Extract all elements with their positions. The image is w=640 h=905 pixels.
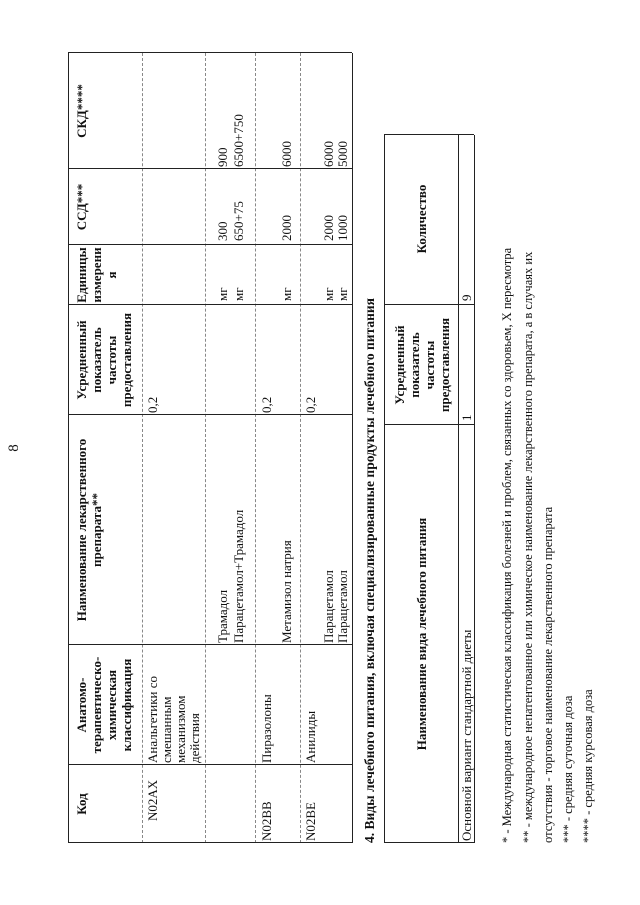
cell-skd: 6500+750 — [231, 114, 246, 167]
cell-units: мг — [335, 287, 350, 301]
header-quantity: Количество — [414, 184, 429, 254]
cell-code: N02AX — [145, 779, 160, 821]
header-drug-name: Наименование лекарственного препарата** — [74, 438, 104, 622]
cell-units: мг — [279, 287, 294, 301]
page-number: 8 — [6, 444, 22, 452]
cell-drug: Парацетамол+Трамадол — [231, 509, 246, 643]
cell-drug: Парацетамол — [321, 570, 336, 643]
cell-skd: 5000 — [335, 141, 350, 167]
header-code: Код — [74, 793, 89, 815]
header-frequency: Усредненный показатель частоты предоставления — [74, 312, 134, 408]
cell-ssd: 650+75 — [231, 201, 246, 241]
cell-ssd: 2000 — [321, 215, 336, 241]
header-nutrition-name: Наименование вида лечебного питания — [414, 517, 429, 751]
cell-ssd: 300 — [215, 221, 230, 241]
cell-drug: Парацетамол — [335, 570, 350, 643]
footnote: отсутствия - торговое наименование лекарственного препарата — [541, 506, 555, 843]
header-atc: Анатомо-терапевтическо-химическая классификация — [74, 656, 134, 754]
footnote: * - Международная статистическая классификация болезней и проблем, связанных со здоровьем, X пересмотра — [500, 247, 514, 843]
cell-atc: Пиразолоны — [259, 694, 274, 763]
cell-atc: Анилиды — [303, 710, 318, 763]
cell-units: мг — [231, 287, 246, 301]
cell-quantity: 9 — [459, 294, 474, 301]
cell-units: мг — [321, 287, 336, 301]
cell-frequency: 0,2 — [145, 396, 160, 413]
cell-code: N02BE — [303, 802, 318, 841]
cell-frequency: 1 — [459, 414, 474, 421]
header-skd: СКД**** — [74, 84, 89, 138]
header-units: Единицы измерения — [74, 247, 119, 303]
cell-skd: 900 — [215, 147, 230, 167]
header-ssd: ССД*** — [74, 183, 89, 231]
cell-nutrition-name: Основной вариант стандартной диеты — [459, 629, 474, 841]
cell-ssd: 1000 — [335, 215, 350, 241]
cell-code: N02BB — [259, 801, 274, 841]
cell-skd: 6000 — [279, 141, 294, 167]
header-frequency: Усредненный показатель частоты предоставления — [392, 317, 452, 413]
cell-frequency: 0,2 — [303, 396, 318, 413]
footnote: *** - средняя суточная доза — [561, 695, 575, 843]
cell-units: мг — [215, 287, 230, 301]
cell-drug: Метамизол натрия — [279, 540, 294, 643]
cell-frequency: 0,2 — [259, 396, 274, 413]
cell-drug: Трамадол — [215, 589, 230, 643]
footnote: ** - международное непатентованное или химическое наименование лекарственного препарата, а в случаях их — [521, 251, 535, 843]
cell-skd: 6000 — [321, 141, 336, 167]
footnote: **** - средняя курсовая доза — [581, 689, 595, 843]
cell-ssd: 2000 — [279, 215, 294, 241]
cell-atc: Анальгетики со смешанным механизмом действия — [145, 675, 202, 763]
section-4-title: 4. Виды лечебного питания, включая специализированные продукты лечебного питания — [362, 298, 377, 843]
